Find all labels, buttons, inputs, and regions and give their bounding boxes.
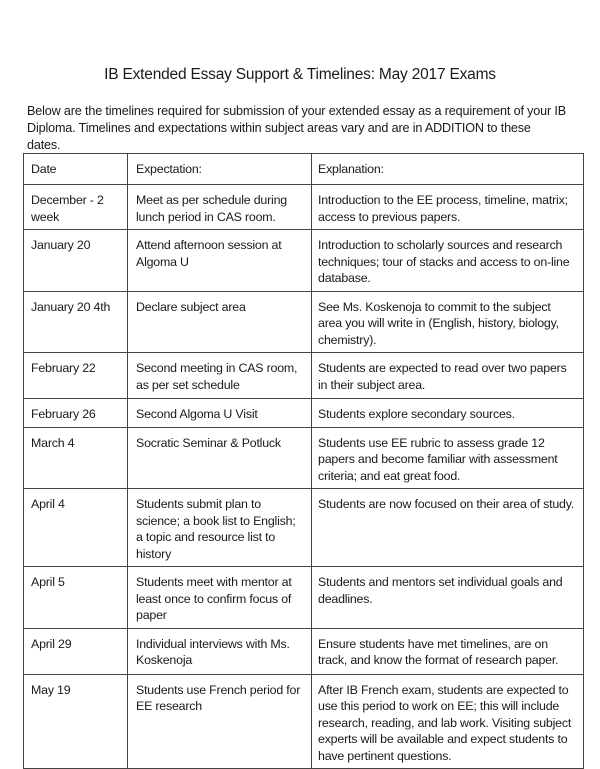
cell-date: February 26 — [24, 399, 128, 428]
cell-expectation: Attend afternoon session at Algoma U — [128, 230, 312, 292]
table-row — [24, 291, 584, 353]
table-row — [24, 353, 584, 399]
cell-date: January 20 — [24, 230, 128, 292]
cell-explanation: See Ms. Koskenoja to commit to the subject area you will write in (English, history, biology, chemistry). — [312, 291, 584, 353]
cell-explanation: Students are now focused on their area of study. — [312, 489, 584, 567]
cell-date — [24, 291, 128, 353]
table-header-row — [24, 154, 584, 185]
table-row — [24, 489, 584, 567]
cell-expectation: Students submit plan to science; a book list to English; a topic and resource list to history — [128, 489, 312, 567]
table-row — [24, 399, 584, 428]
header-expectation: Expectation: — [128, 154, 312, 185]
document-title: IB Extended Essay Support & Timelines: May 2017 Exams — [104, 66, 496, 83]
cell-expectation: Students use French period for EE research — [128, 674, 312, 769]
cell-date: March 4 — [24, 427, 128, 489]
cell-expectation: Declare subject area — [128, 291, 312, 353]
cell-explanation: Students use EE rubric to assess grade 12 papers and become familiar with assessment criteria; and eat great food. — [312, 427, 584, 489]
cell-date: May 19 — [24, 674, 128, 769]
table-row — [24, 674, 584, 769]
table-row — [24, 427, 584, 489]
cell-expectation: Second meeting in CAS room, as per set schedule — [128, 353, 312, 399]
cell-explanation: After IB French exam, students are expected to use this period to work on EE; this will include research, reading, and lab work. Visiting subject experts will be available and expect students to have pertinent questions. — [312, 674, 584, 769]
cell-date: April 4 — [24, 489, 128, 567]
intro-paragraph: Below are the timelines required for submission of your extended essay as a requirement of your IB Diploma. Timelines and expectations within subject areas vary and are in ADDITION to these dates. — [27, 104, 567, 152]
header-date: Date — [24, 154, 128, 185]
cell-expectation: Socratic Seminar & Potluck — [128, 427, 312, 489]
cell-expectation: Second Algoma U Visit — [128, 399, 312, 428]
cell-explanation: Students and mentors set individual goals and deadlines. — [312, 567, 584, 629]
cell-expectation: Individual interviews with Ms. Koskenoja — [128, 628, 312, 674]
table-row — [24, 230, 584, 292]
cell-date: February 22 — [24, 353, 128, 399]
cell-expectation: Students meet with mentor at least once to confirm focus of paper — [128, 567, 312, 629]
cell-explanation: Students are expected to read over two papers in their subject area. — [312, 353, 584, 399]
timeline-table — [23, 153, 584, 769]
cell-explanation: Ensure students have met timelines, are on track, and know the format of research paper. — [312, 628, 584, 674]
cell-date: April 29 — [24, 628, 128, 674]
table-row — [24, 567, 584, 629]
header-explanation: Explanation: — [312, 154, 584, 185]
table-row — [24, 628, 584, 674]
cell-explanation: Students explore secondary sources. — [312, 399, 584, 428]
cell-explanation: Introduction to scholarly sources and research techniques; tour of stacks and access to on-line database. — [312, 230, 584, 292]
cell-explanation: Introduction to the EE process, timeline, matrix; access to previous papers. — [312, 185, 584, 230]
cell-expectation: Meet as per schedule during lunch period in CAS room. — [128, 185, 312, 230]
cell-date: December - 2 week — [24, 185, 128, 230]
cell-date-text: January 20 4th — [31, 299, 111, 314]
table-row — [24, 185, 584, 230]
cell-date: April 5 — [24, 567, 128, 629]
